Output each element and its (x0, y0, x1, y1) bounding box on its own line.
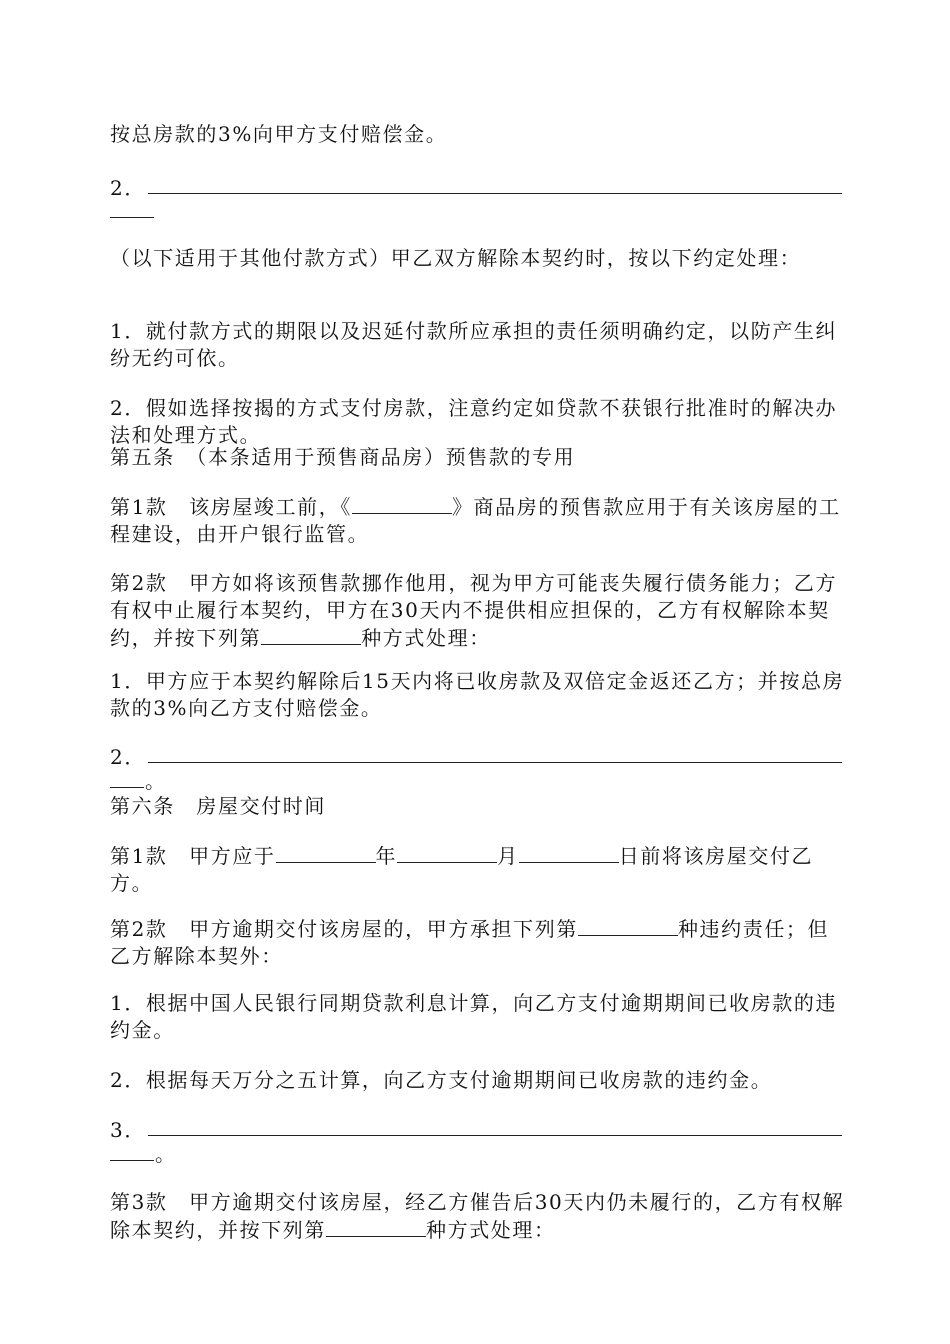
article-5-clause-2 (110, 570, 850, 652)
clause-text: 第2款 甲方如将该预售款挪作他用，视为甲方可能丧失履行债务能力；乙方有权中止履行本契约，甲方在30天内不提供相应担保的，乙方有权解除本契约，并按下列第 (110, 571, 838, 650)
note-1: 1．就付款方式的期限以及迟延付款所应承担的责任须明确约定，以防产生纠纷无约可依。 (110, 319, 838, 370)
blank-month-field[interactable] (397, 842, 497, 863)
clause-text: 第1款 该房屋竣工前，《 (110, 495, 352, 519)
period: 。 (155, 1142, 177, 1166)
blank-line-item-2-cont (110, 787, 144, 788)
blank-day-field[interactable] (519, 842, 619, 863)
blank-line-item-3-cont (110, 1160, 154, 1161)
item-2-number: 2． (110, 745, 146, 769)
penalty-1: 1．根据中国人民银行同期贷款利息计算，向乙方支付逾期期间已收房款的违约金。 (110, 991, 838, 1042)
article-6-clause-2 (110, 915, 850, 970)
article-6-clause-3 (110, 1189, 850, 1244)
blank-line-item-2 (148, 193, 842, 194)
item-3-number: 3． (110, 1118, 146, 1142)
blank-name-field[interactable] (352, 493, 452, 514)
paragraph-other-payment: （以下适用于其他付款方式）甲乙双方解除本契约时，按以下约定处理： (110, 246, 802, 270)
blank-line-item-3 (148, 1135, 842, 1136)
clause-text: 年 (375, 844, 398, 868)
blank-option-field[interactable] (261, 624, 361, 645)
clause-text: 种违约责任；但乙方解除本契外： (110, 917, 830, 968)
article-6-clause-1 (110, 842, 850, 897)
clause-text: 第1款 甲方应于 (110, 844, 276, 868)
note-2: 2．假如选择按揭的方式支付房款，注意约定如贷款不获银行批准时的解决办法和处理方式。 (110, 396, 838, 447)
clause-text: 日前将该房屋交付乙方。 (110, 844, 814, 895)
blank-year-field[interactable] (276, 842, 376, 863)
article-5-title: 第五条 （本条适用于预售商品房）预售款的专用 (110, 445, 576, 469)
blank-option-field[interactable] (578, 915, 678, 936)
option-1: 1．甲方应于本契约解除后15天内将已收房款及双倍定金返还乙方；并按总房款的3%向乙方支付赔偿金。 (110, 669, 845, 720)
clause-text: 种方式处理： (426, 1218, 556, 1242)
blank-line-item-2-cont (110, 217, 154, 218)
clause-text: 月 (497, 844, 519, 868)
clause-text: 》商品房的预售款应用于有关该房屋的工程建设，由开户银行监管。 (110, 495, 841, 546)
item-2-number: 2． (110, 176, 146, 200)
penalty-2: 2．根据每天万分之五计算，向乙方支付逾期期间已收房款的违约金。 (110, 1068, 773, 1092)
clause-text: 第2款 甲方逾期交付该房屋的，甲方承担下列第 (110, 917, 578, 941)
blank-option-field[interactable] (326, 1216, 426, 1237)
article-5-clause-1 (110, 493, 850, 548)
paragraph-compensation-end: 按总房款的3%向甲方支付赔偿金。 (110, 122, 448, 146)
clause-text: 第3款 甲方逾期交付该房屋，经乙方催告后30天内仍未履行的，乙方有权解除本契约，并按下列第 (110, 1190, 845, 1242)
article-6-title: 第六条 房屋交付时间 (110, 794, 326, 818)
blank-line-item-2 (148, 762, 842, 763)
period: 。 (145, 769, 167, 793)
clause-text: 种方式处理： (361, 626, 491, 650)
